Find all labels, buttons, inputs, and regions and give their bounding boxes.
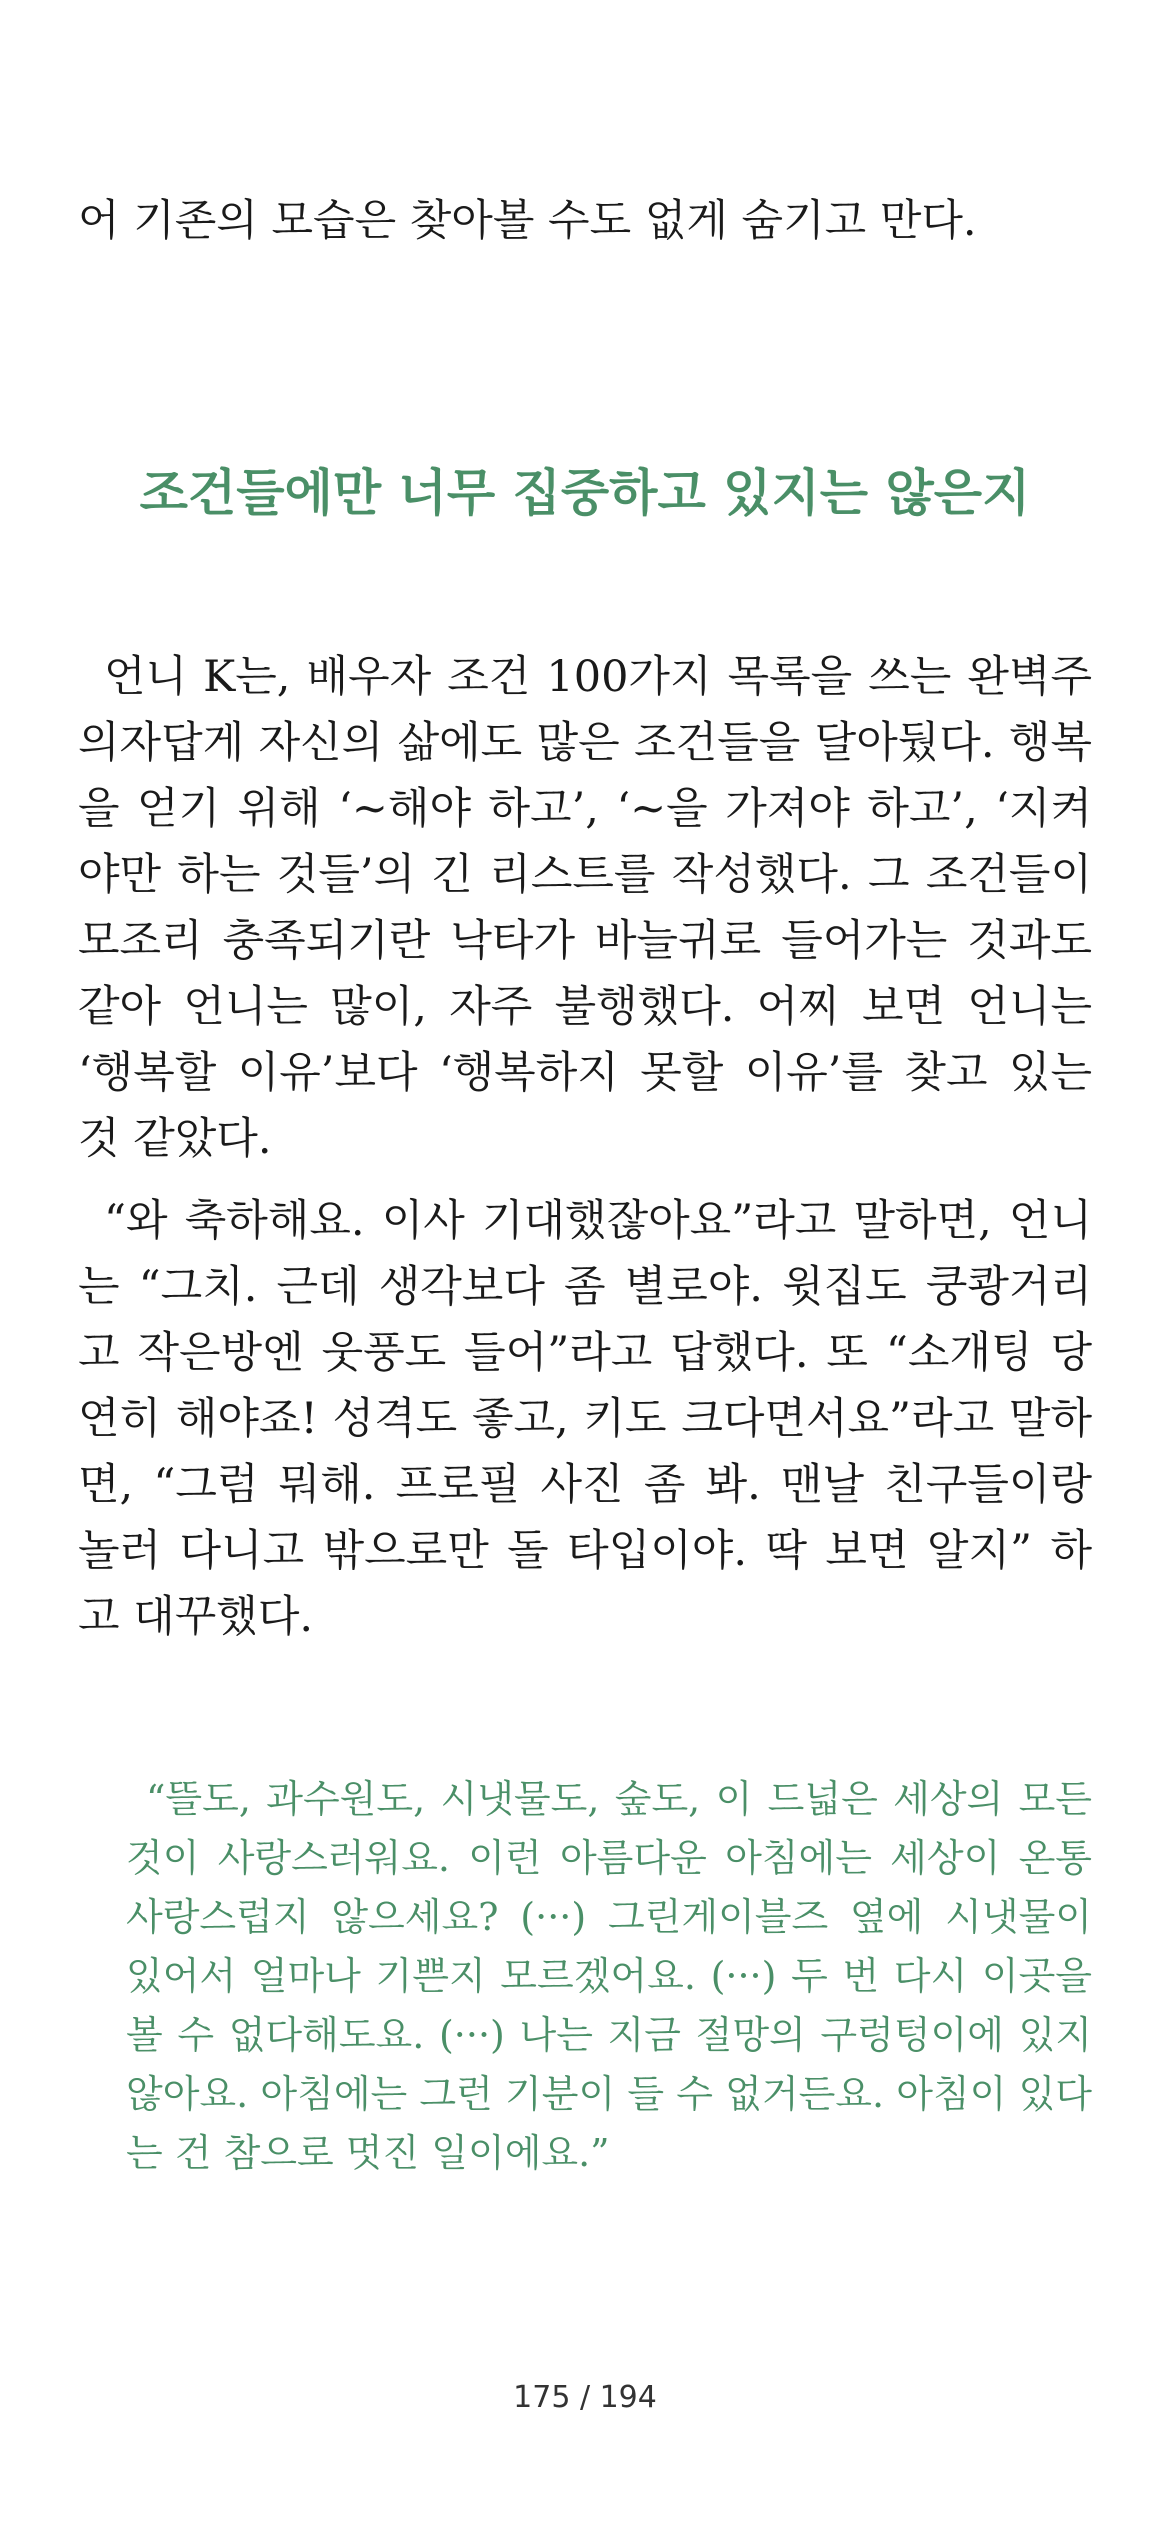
- body-paragraph: 언니 K는, 배우자 조건 100가지 목록을 쓰는 완벽주의자답게 자신의 삶에도 많은 조건들을 달아뒀다. 행복을 얻기 위해 ‘~해야 하고’, ‘~을 가져야 하고’, ‘지켜야만 하는 것들’의 긴 리스트를 작성했다. 그 조건들이 모조리 충족되기란 낙타가 바늘귀로 들어가는 것과도 같아 언니는 많이, 자주 불행했다. 어찌 보면 언니는 ‘행복할 이유’보다 ‘행복하지 못할 이유’를 찾고 있는 것 같았다.: [78, 652, 1092, 1164]
- quote-block: “뜰도, 과수원도, 시냇물도, 숲도, 이 드넓은 세상의 모든 것이 사랑스러워요. 이런 아름다운 아침에는 세상이 온통 사랑스럽지 않으세요? (···) 그린게이블즈 옆에 시냇물이 있어서 얼마나 기쁜지 모르겠어요. (···) 두 번 다시 이곳을 볼 수 없다해도요. (···) 나는 지금 절망의 구렁텅이에 있지 않아요. 아침에는 그런 기분이 들 수 없거든요. 아침이 있다는 건 참으로 멋진 일이에요.”: [126, 1777, 1092, 2175]
- previous-text-line: 어 기존의 모습은 찾아볼 수도 없게 숨기고 만다.: [78, 196, 977, 246]
- page-indicator: 175 / 194: [513, 2380, 657, 2415]
- section-heading: 조건들에만 너무 집중하고 있지는 않은지: [139, 464, 1031, 522]
- body-paragraph: “와 축하해요. 이사 기대했잖아요”라고 말하면, 언니는 “그치. 근데 생각보다 좀 별로야. 윗집도 쿵쾅거리고 작은방엔 웃풍도 들어”라고 답했다. 또 “소개팅 당연히 해야죠! 성격도 좋고, 키도 크다면서요”라고 말하면, “그럼 뭐해. 프로필 사진 좀 봐. 맨날 친구들이랑 놀러 다니고 밖으로만 돌 타입이야. 딱 보면 알지” 하고 대꾸했다.: [78, 1196, 1092, 1642]
